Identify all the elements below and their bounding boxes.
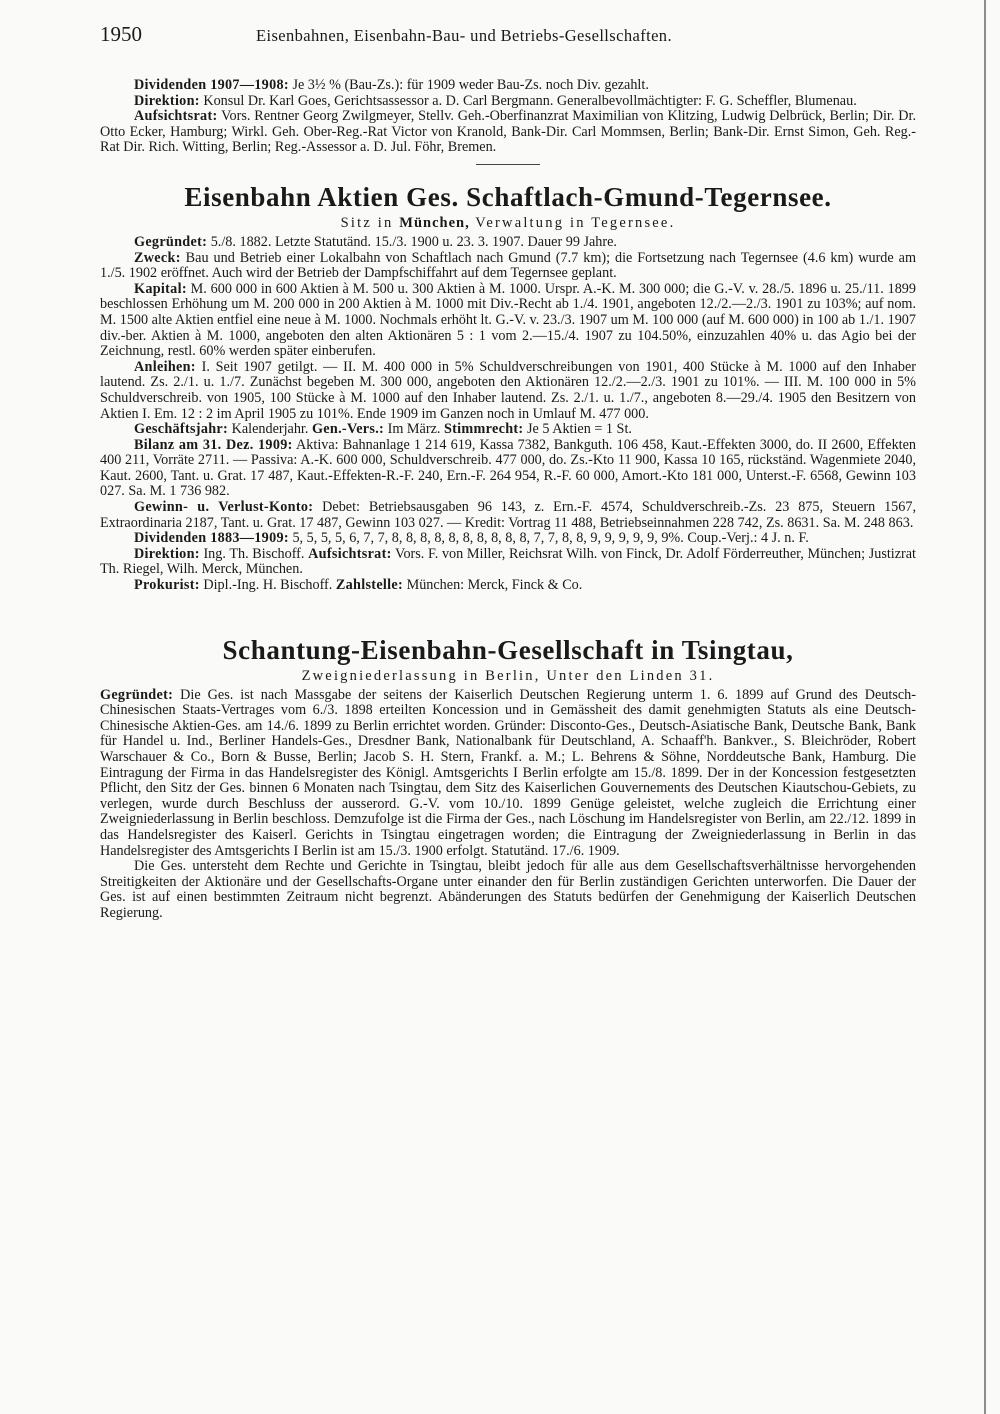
entry-label: Zahlstelle: bbox=[335, 577, 404, 594]
entry-label: Aufsichtsrat: bbox=[134, 108, 218, 125]
entry-label: Anleihen: bbox=[134, 358, 196, 375]
seat-suffix: Verwaltung in Tegernsee. bbox=[469, 214, 676, 231]
entry-label: Direktion: bbox=[134, 92, 200, 109]
entry-label: Zweck: bbox=[134, 249, 181, 266]
entry-text: Bau und Betrieb einer Lokalbahn von Schaftlach nach Gmund (7.7 km); die Fortsetzung nach Tegernsee (4.6 km) wurde am 1./5. 1902 eröffnet. Auch wird der Betrieb der Dampfschiffahrt auf dem Tegernsee geplant. bbox=[100, 249, 916, 282]
entry-text: 5./8. 1882. Letzte Statutänd. 15./3. 1900 u. 23. 3. 1907. Dauer 99 Jahre. bbox=[207, 233, 617, 250]
entry-label: Kapital: bbox=[134, 280, 187, 297]
section-tegernsee-railway bbox=[100, 181, 916, 594]
dividends-entry bbox=[100, 78, 916, 94]
entry-text: München: Merck, Finck & Co. bbox=[403, 577, 583, 594]
company-branch: Zweigniederlassung in Berlin, Unter den Linden 31. bbox=[301, 667, 715, 684]
entry-text: Ing. Th. Bischoff. bbox=[199, 545, 309, 562]
proxy-entry bbox=[100, 578, 916, 594]
entry-label: Dividenden 1883—1909: bbox=[134, 530, 289, 547]
seat-prefix: Sitz in bbox=[340, 214, 400, 231]
company-title: Schantung-Eisenbahn-Gesellschaft in Tsingtau, bbox=[222, 634, 794, 665]
entry-text: Dipl.-Ing. H. Bischoff. bbox=[199, 577, 336, 594]
entry-label: Aufsichtsrat: bbox=[308, 545, 392, 562]
entry-text: Je 5 Aktien = 1 St. bbox=[523, 421, 632, 438]
company-seat bbox=[100, 215, 916, 232]
entry-label: Gewinn- u. Verlust-Konto: bbox=[134, 499, 314, 516]
entry-label: Direktion: bbox=[134, 545, 200, 562]
entry-label: Geschäftsjahr: bbox=[134, 421, 229, 438]
supervisory-board-entry bbox=[100, 109, 916, 156]
loans-entry bbox=[100, 360, 916, 422]
entry-text: Vors. F. von Miller, Reichsrat Wilh. von Finck, Dr. Adolf Förderreuther, München; Justizrat Th. Riegel, Wilh. Merck, München. bbox=[100, 545, 916, 578]
entry-text: I. Seit 1907 getilgt. — II. M. 400 000 in 5% Schuldverschreibungen von 1901, 400 Stücke à M. 1000 auf den Inhaber lautend. Zs. 2./1. u. 1./7. Zunächst begeben M. 300 000, angeboten den Aktionären 12./2.—2./3. 1901 zu 101%. — III. M. 100 000 in 5% Schuldverschreib. von 1905, 100 Stücke à M. 1000 auf den Inhaber lautend. Zs. 2./1. u. 1./7., angeboten 8.—29./4. 1905 den Besitzern von Aktien I. Em. 12 : 2 im April 1905 zu 101%. Ende 1909 im Ganzen noch in Umlauf M. 477 000. bbox=[100, 358, 916, 422]
entry-label: Bilanz am 31. Dez. 1909: bbox=[134, 436, 293, 453]
capital-entry bbox=[100, 282, 916, 360]
page-edge-rule bbox=[984, 0, 986, 1414]
entry-label: Prokurist: bbox=[134, 577, 200, 594]
section-previous-company bbox=[100, 78, 916, 156]
entry-label: Stimmrecht: bbox=[443, 421, 524, 438]
entry-text: M. 600 000 in 600 Aktien à M. 500 u. 300 Aktien à M. 1000. Urspr. A.-K. M. 300 000; die G.-V. v. 28./5. 1896 u. 25./11. 1899 beschlossen Erhöhung um M. 200 000 in 200 Aktien à M. 1000 mit Div.-Recht ab 1./4. 1901, angeboten 12./2.—2./3. 1901 zu 103%; auf nom. M. 1500 alte Aktien entfiel eine neue à M. 1000. Nochmals erhöht lt. G.-V. v. 23./3. 1907 um M. 100 000 (auf M. 600 000) in 100 ab 1./1. 1907 div.-ber. Aktien à M. 1000, angeboten den alten Aktionären 5 : 1 vom 2.—15./4. 1907 zu 104.50%, einzuzahlen 40% u. das Agio bei der Zeichnung, restl. 60% werden später einberufen. bbox=[100, 280, 916, 360]
entry-label: Gen.-Vers.: bbox=[311, 421, 385, 438]
page bbox=[100, 20, 916, 922]
legal-status-paragraph: Die Ges. untersteht dem Rechte und Gerichte in Tsingtau, bleibt jedoch für alle aus dem Gesellschaftsverhältnisse hervorgehenden Streitigkeiten der Aktionäre und der Gesellschafts-Organe unter einander den für Berlin zuständigen Gerichten unterworfen. Die Dauer der Ges. ist auf einen bestimmten Zeitraum nicht begrenzt. Abänderungen des Statuts bedürfen der Genehmigung der Kaiserlich Deutschen Regierung. bbox=[100, 858, 916, 921]
entry-text: 5, 5, 5, 5, 6, 7, 7, 8, 8, 8, 8, 8, 8, 8, 8, 8, 8, 7, 7, 8, 8, 9, 9, 9, 9, 9, 9%. Coup.-Verj.: 4 J. n. F. bbox=[288, 530, 809, 547]
section-gap bbox=[100, 594, 916, 628]
entry-text: Die Ges. ist nach Massgabe der seitens der Kaiserlich Deutschen Regierung unterm 1. 6. 1899 auf Grund des Deutsch-Chinesischen Staats-Vertrages vom 6./3. 1898 erteilten Koncession und in Gemässheit des damit genehmigten Statuts als eine Deutsch-Chinesische Aktien-Ges. am 14./6. 1899 zu Berlin errichtet worden. Gründer: Disconto-Ges., Deutsch-Asiatische Bank, Deutsche Bank, Bank für Handel u. Ind., Berliner Handels-Ges., Dresdner Bank, Nationalbank für Deutschland, A. Schaaff'h. Bankver., S. Bleichröder, Robert Warschauer & Co., Born & Busse, Berlin; Jacob S. H. Stern, Frankf. a. M.; L. Behrens & Söhne, Norddeutsche Bank, Hamburg. Die Eintragung der Firma in das Handelsregister des Königl. Amtsgerichts I Berlin erfolgte am 15./8. 1899. Der in der Koncession festgesetzten Pflicht, den Sitz der Ges. binnen 6 Monaten nach Tsingtau, dem Sitz des Kaiserlichen Gouvernements des Deutschen Kiautschou-Gebiets, zu verlegen, wurde durch Beschluss der ausserord. G.-V. vom 10./10. 1899 Genüge geleistet, welche zugleich die Errichtung einer Zweigniederlassung in Berlin beschloss. Demzufolge ist die Firma der Ges., nach Löschung im Handelsregister von Berlin, am 22./12. 1899 in das Handelsregister des Kaiserl. Gerichts in Tsingtau eingetragen worden; die Eintragung der Zweigniederlassung in Berlin in das Handelsregister des Amtsgerichts I Berlin ist am 15./3. 1900 erfolgt. Statutänd. 17./6. 1909. bbox=[100, 686, 916, 859]
section-schantung-railway bbox=[100, 634, 916, 922]
profit-loss-entry bbox=[100, 500, 916, 531]
entry-text: Konsul Dr. Karl Goes, Gerichtsassessor a. D. Carl Bergmann. Generalbevollmächtigter: F. G. Scheffler, Blumenau. bbox=[199, 92, 857, 109]
page-number: 1950 bbox=[100, 22, 142, 46]
founded-entry bbox=[100, 235, 916, 251]
entry-text: Im März. bbox=[384, 421, 444, 438]
entry-text: Debet: Betriebsausgaben 96 143, z. Ern.-F. 4574, Schuldverschreib.-Zs. 23 875, Steuern 1567, Extraordinaria 2187, Tant. u. Grat. 17 487, Gewinn 103 027. — Kredit: Vortrag 11 488, Betriebseinnahmen 228 742, Zs. 8631. Sa. M. 248 863. bbox=[100, 499, 917, 531]
purpose-entry bbox=[100, 251, 916, 282]
running-head bbox=[100, 20, 916, 60]
entry-label: Dividenden 1907—1908: bbox=[134, 77, 289, 93]
board-entry bbox=[100, 94, 916, 110]
entry-text: Je 3½ % (Bau-Zs.): für 1909 weder Bau-Zs. noch Div. gezahlt. bbox=[288, 77, 649, 93]
entry-label: Gegründet: bbox=[100, 686, 174, 703]
company-title: Eisenbahn Aktien Ges. Schaftlach-Gmund-Tegernsee. bbox=[184, 181, 832, 212]
seat-city: München, bbox=[399, 214, 470, 231]
entry-label: Gegründet: bbox=[134, 233, 208, 250]
management-entry bbox=[100, 547, 916, 578]
balance-entry bbox=[100, 438, 916, 500]
running-title: Eisenbahnen, Eisenbahn-Bau- und Betriebs-Gesellschaften. bbox=[256, 26, 672, 45]
section-separator bbox=[476, 164, 540, 165]
entry-text: Aktiva: Bahnanlage 1 214 619, Kassa 7382, Bankguth. 106 458, Kaut.-Effekten 3000, do. II 2600, Effekten 400 211, Vorräte 2711. — Passiva: A.-K. 600 000, Schuldverschreib. 477 000, do. Zs.-Kto 11 900, Kassa 10 165, rückständ. Wagenmiete 2040, Kaut. 2600, Tant. u. Grat. 17 487, Kaut.-Effekten-R.-F. 240, Ern.-F. 264 954, R.-F. 60 000, Amort.-Kto 181 000, Unterst.-F. 6568, Gewinn 103 027. Sa. M. 1 736 982. bbox=[100, 436, 916, 500]
entry-text: Kalenderjahr. bbox=[228, 421, 312, 438]
founded-entry bbox=[100, 688, 916, 860]
dividends-history-entry bbox=[100, 531, 916, 547]
fiscal-year-entry bbox=[100, 422, 916, 438]
entry-text: Vors. Rentner Georg Zwilgmeyer, Stellv. Geh.-Oberfinanzrat Maximilian von Klitzing, Ludwig Delbrück, Berlin; Dir. Dr. Otto Ecker, Hamburg; Wirkl. Geh. Ober-Reg.-Rat Victor von Kranold, Bank-Dir. Carl Mommsen, Berlin; Bank-Dir. Ernst Simon, Geh. Reg.-Rat Dir. Rich. Witting, Berlin; Reg.-Assessor a. D. Jul. Föhr, Bremen. bbox=[100, 108, 916, 156]
